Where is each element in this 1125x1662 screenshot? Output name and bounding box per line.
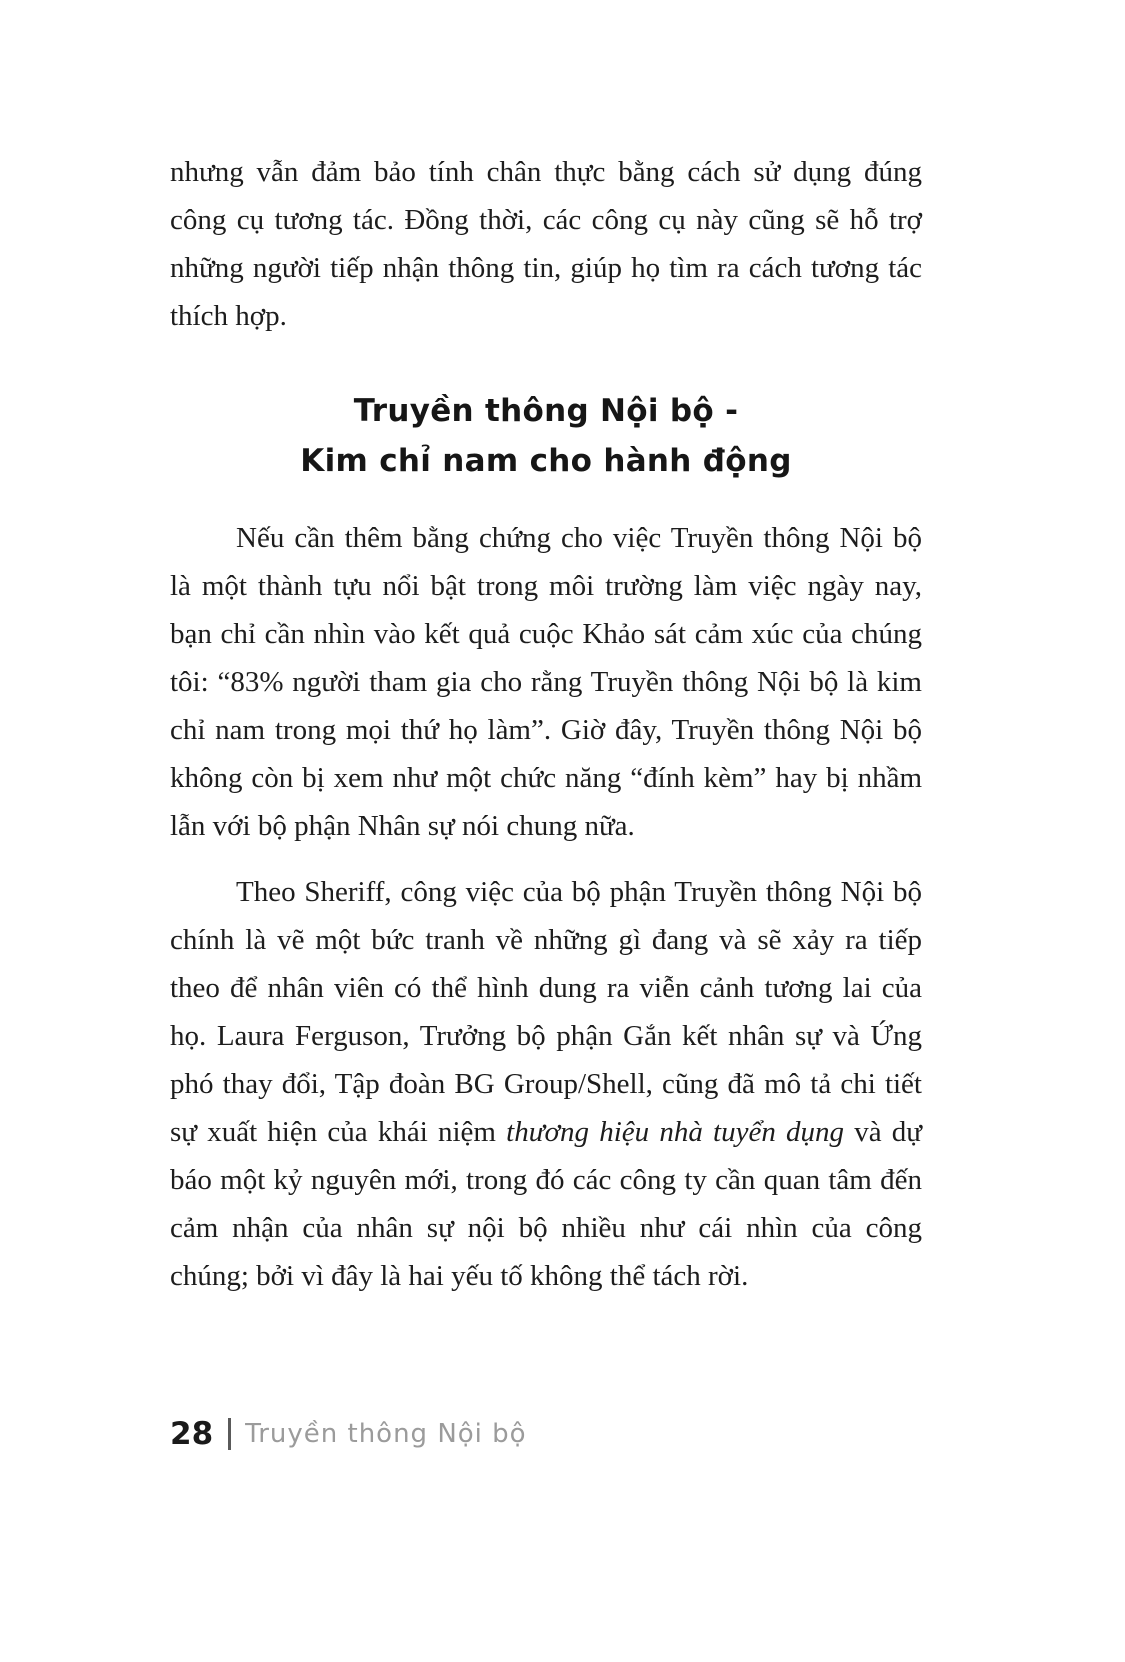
book-title: Truyền thông Nội bộ bbox=[245, 1419, 527, 1449]
page-footer bbox=[170, 1416, 527, 1452]
paragraph-segment-italic: thương hiệu nhà tuyển dụng bbox=[506, 1116, 845, 1148]
section-heading-line-1: Truyền thông Nội bộ - bbox=[353, 393, 739, 429]
paragraph-segment: Theo Sheriff, công việc của bộ phận Truyền thông Nội bộ chính là vẽ một bức tranh về những gì đang và sẽ xảy ra tiếp theo để nhân viên có thể hình dung ra viễn cảnh tương lai của họ. Laura Ferguson, Trưởng bộ phận Gắn kết nhân sự và Ứng phó thay đổi, Tập đoàn BG Group/Shell, cũng đã mô tả chi tiết sự xuất hiện của khái niệm bbox=[170, 876, 922, 1148]
page-content bbox=[170, 148, 922, 1300]
page-number: 28 bbox=[170, 1416, 214, 1452]
section-heading-line-2: Kim chỉ nam cho hành động bbox=[300, 443, 792, 479]
paragraph-continuation: nhưng vẫn đảm bảo tính chân thực bằng cách sử dụng đúng công cụ tương tác. Đồng thời, các công cụ này cũng sẽ hỗ trợ những người tiếp nhận thông tin, giúp họ tìm ra cách tương tác thích hợp. bbox=[170, 156, 922, 332]
paragraph-segment: và dự báo một kỷ nguyên mới, trong đó các công ty cần quan tâm đến cảm nhận của nhân sự nội bộ nhiều như cái nhìn của công chúng; bởi vì đây là hai yếu tố không thể tách rời. bbox=[170, 1116, 922, 1292]
section-heading bbox=[170, 386, 922, 486]
paragraph: Nếu cần thêm bằng chứng cho việc Truyền thông Nội bộ là một thành tựu nổi bật trong môi trường làm việc ngày nay, bạn chỉ cần nhìn vào kết quả cuộc Khảo sát cảm xúc của chúng tôi: “83% người tham gia cho rằng Truyền thông Nội bộ là kim chỉ nam trong mọi thứ họ làm”. Giờ đây, Truyền thông Nội bộ không còn bị xem như một chức năng “đính kèm” hay bị nhầm lẫn với bộ phận Nhân sự nói chung nữa. bbox=[170, 522, 922, 842]
paragraph bbox=[170, 868, 922, 1300]
footer-divider bbox=[228, 1418, 231, 1450]
